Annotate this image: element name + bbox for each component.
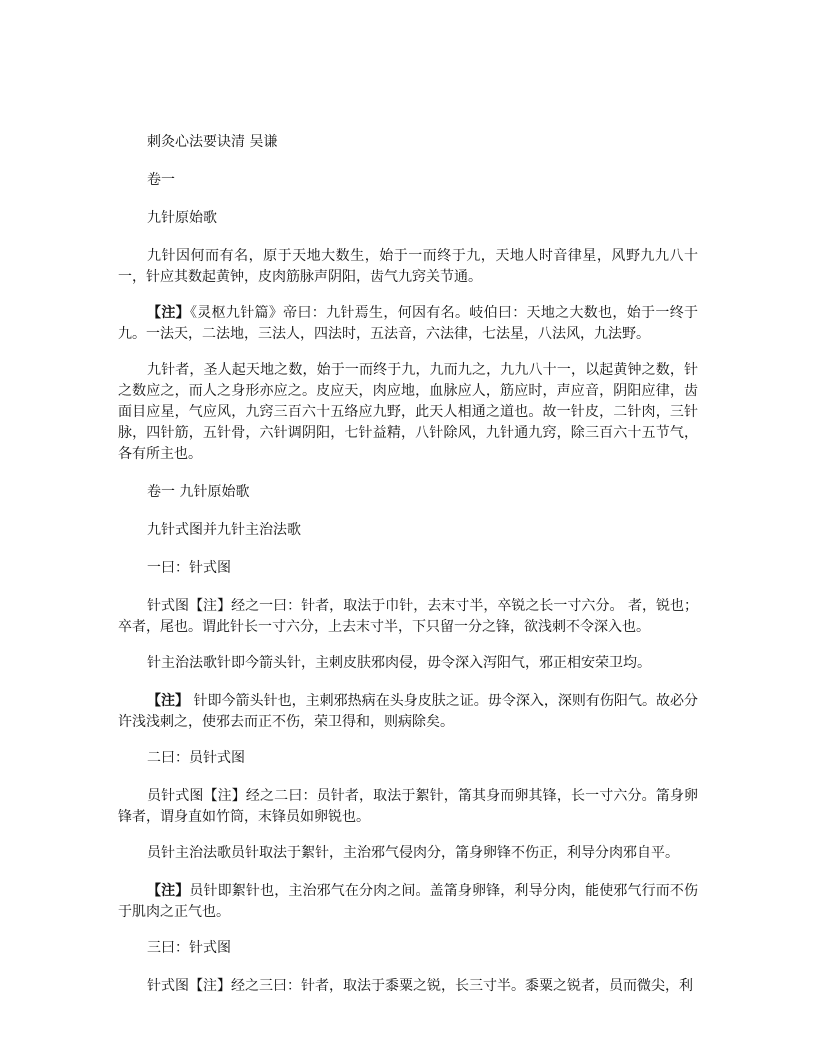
note-marker: 【注】	[147, 883, 190, 899]
section-heading: 九针原始歌	[147, 210, 217, 226]
running-heading: 卷一 九针原始歌	[147, 484, 250, 500]
note-paragraph	[118, 691, 698, 733]
verse-paragraph: 九针因何而有名，原于天地大数生，始于一而终于九，天地人时音律星，风野九九八十一，针应其数起黄钟，皮肉筋脉声阴阳，齿气九窍关节通。	[118, 248, 698, 285]
verse-paragraph: 员针主治法歌员针取法于絮针，主治邪气侵肉分，筩身卵锋不伤正，利导分肉邪自平。	[147, 845, 679, 861]
body-paragraph: 员针式图【注】经之二曰：员针者，取法于絮针，筩其身而卵其锋，长一寸六分。筩身卵锋者，谓身直如竹筒，末锋员如卵锐也。	[118, 788, 698, 825]
verse-paragraph: 针主治法歌针即今箭头针，主刺皮肤邪肉侵，毋令深入泻阳气，邪正相安荣卫均。	[147, 655, 651, 671]
note-marker: 【注】	[147, 305, 190, 321]
subsection-heading: 二曰：员针式图	[147, 750, 245, 766]
volume-heading: 卷一	[147, 172, 175, 188]
subsection-heading: 三曰：针式图	[147, 940, 231, 956]
note-text: 员针即絮针也，主治邪气在分肉之间。盖筩身卵锋，利导分肉，能使邪气行而不伤于肌肉之正气也。	[118, 883, 699, 920]
note-paragraph	[118, 881, 698, 923]
note-marker: 【注】	[147, 693, 190, 709]
body-paragraph: 针式图【注】经之一曰：针者，取法于巾针，去末寸半，卒锐之长一寸六分。 者，锐也；卒者，尾也。谓此针长一寸六分，上去末寸半，下只留一分之锋，欲浅刺不令深入也。	[118, 598, 698, 635]
book-title: 刺灸心法要诀清 吴谦	[147, 134, 278, 150]
section-heading: 九针式图并九针主治法歌	[147, 522, 301, 538]
note-text: 针即今箭头针也，主刺邪热病在头身皮肤之证。毋令深入，深则有伤阳气。故必分许浅浅刺之，使邪去而正不伤，荣卫得和，则病除矣。	[118, 693, 698, 730]
body-paragraph: 针式图【注】经之三曰：针者，取法于黍粟之锐，长三寸半。黍粟之锐者，员而微尖，利	[147, 978, 693, 994]
note-paragraph	[118, 303, 698, 345]
subsection-heading: 一曰：针式图	[147, 560, 231, 576]
body-paragraph: 九针者，圣人起天地之数，始于一而终于九，九而九之，九九八十一，以起黄钟之数，针之数应之，而人之身形亦应之。皮应天，肉应地，血脉应人，筋应时，声应音，阴阳应律，齿面目应星，气应风，九窍三百六十五络应九野，此天人相通之道也。故一针皮，二针肉，三针脉，四针筋，五针骨，六针调阴阳，七针益精，八针除风，九针通九窍，除三百六十五节气，各有所主也。	[118, 362, 698, 462]
note-text: 《灵枢九针篇》帝曰：九针焉生，何因有名。岐伯曰：天地之大数也，始于一终于九。一法天，二法地，三法人，四法时，五法音，六法律，七法星，八法风，九法野。	[118, 305, 699, 342]
document-body	[118, 132, 698, 1014]
